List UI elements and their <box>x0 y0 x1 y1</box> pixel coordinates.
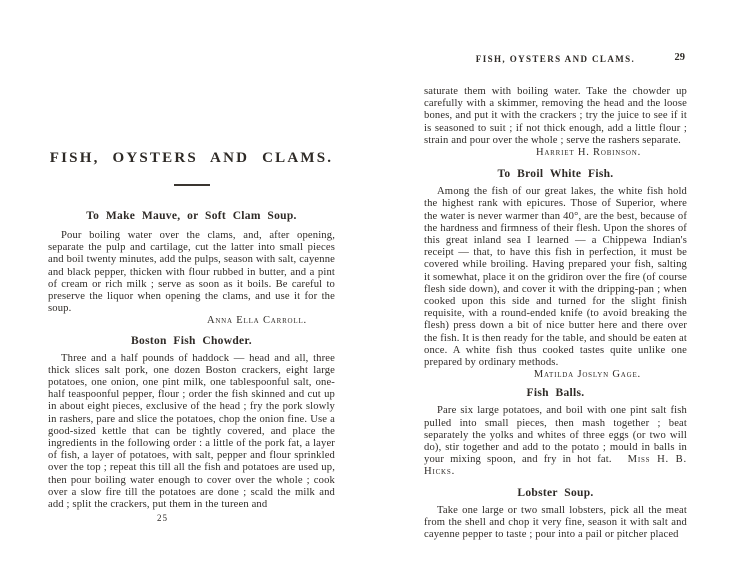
recipe-body-to-broil-white-fish: Among the fish of our great lakes, the white fish hold the highest rank with epicures. Those of Superior, where the water is never warmer than 40°, are the best, because of the hardness and firmness of their flesh. Upon the shores of this great inland sea I learned — a Chippewa Indian's receipt — that, to have this fish in perfection, it must be covered while broiling. Having prepared your fish, salting it somewhat, place it on the gridiron over the fire (of course flesh side down), and cover it with the dripping-pan ; when cooked upon this side and turned for the slight finish requisite, with a round-ended knife (to avoid breaking the flesh) press down a bit of nice butter here and there over the fish. It is then ready for the table, and should be eaten at once. A white fish thus cooked tastes quite unlike one prepared by ordinary methods. <box>424 186 687 369</box>
signature-mark: 25 <box>157 513 168 524</box>
recipe-title-boston-fish-chowder: Boston Fish Chowder. <box>131 334 252 347</box>
recipe-body-fish-balls <box>424 405 687 478</box>
running-head-title: FISH, OYSTERS AND CLAMS. <box>475 54 636 64</box>
chapter-title: FISH, OYSTERS AND CLAMS. <box>49 150 334 166</box>
attribution-matilda-joslyn-gage: Matilda Joslyn Gage. <box>533 369 641 381</box>
chapter-title-rule <box>174 184 210 186</box>
recipe-body-fish-balls-text: Pare six large potatoes, and boil with one pint salt fish pulled into small pieces, then mash together ; beat separately the yolks and whites of three eggs (or two will do), stir together and add to the potato ; mould in balls in your mixing spoon, and fry in hot fat. <box>424 405 687 466</box>
left-page <box>48 150 335 523</box>
recipe-body-soft-clam-soup: Pour boiling water over the clams, and, after opening, separate the pulp and cartilage, cut the latter into small pieces and boil twenty minutes, add the pulps, season with salt, cayenne and black pepper, thicken with flour rubbed in butter, and a pint of cream or rich milk ; serve as soon as it boils. Be careful to preserve the liquor when opening the clams, and use it for the soup. <box>48 230 335 315</box>
recipe-body-chowder-continuation: saturate them with boiling water. Take the chowder up carefully with a skimmer, removing the head and the loose bones, and put it with the crackers ; try the juice to see if it is seasoned to suit ; if not thick enough, add a little flour ; strain and pour over the whole ; serve the rashers separate. <box>424 86 687 146</box>
attribution-harriet-h-robinson: Harriet H. Robinson. <box>535 147 641 159</box>
recipe-body-lobster-soup: Take one large or two small lobsters, pick all the meat from the shell and chop it very fine, season it with salt and cayenne pepper to taste ; pour into a pail or pitcher placed <box>424 504 687 541</box>
attribution-anna-ella-carroll: Anna Ella Carroll. <box>206 315 307 327</box>
recipe-title-lobster-soup: Lobster Soup. <box>517 486 594 499</box>
recipe-title-to-broil-white-fish: To Broil White Fish. <box>497 168 614 181</box>
recipe-title-soft-clam-soup: To Make Mauve, or Soft Clam Soup. <box>86 210 297 222</box>
running-head <box>424 54 687 65</box>
recipe-title-fish-balls: Fish Balls. <box>526 387 585 400</box>
right-page <box>424 54 687 541</box>
recipe-body-boston-fish-chowder: Three and a half pounds of haddock — head and all, three thick slices salt pork, one dozen Boston crackers, eight large potatoes, one onion, one pint milk, one tablespoonful salt, one-half teaspoonful pepper, flour ; order the fish skinned and cut up in about eight pieces, exclusive of the head ; fry the pork slowly in rashers, pare and slice the potatoes, chop the onion fine. Use a good-sized kettle that can be tightly covered, and place the ingredients in the following order : a little of the pork fat, a layer of fish, a layer of potatoes, with salt, pepper and flour sprinkled over the top ; repeat this till all the fish and potatoes are used up, then pour boiling water enough to cover over the whole ; cook over a slow fire till the potatoes are done ; scald the milk and add ; split the crackers, put them in the tureen and <box>48 352 335 511</box>
page-number: 29 <box>674 52 685 63</box>
attribution-miss-h-b-hicks: Miss H. B. Hicks. <box>424 454 687 478</box>
